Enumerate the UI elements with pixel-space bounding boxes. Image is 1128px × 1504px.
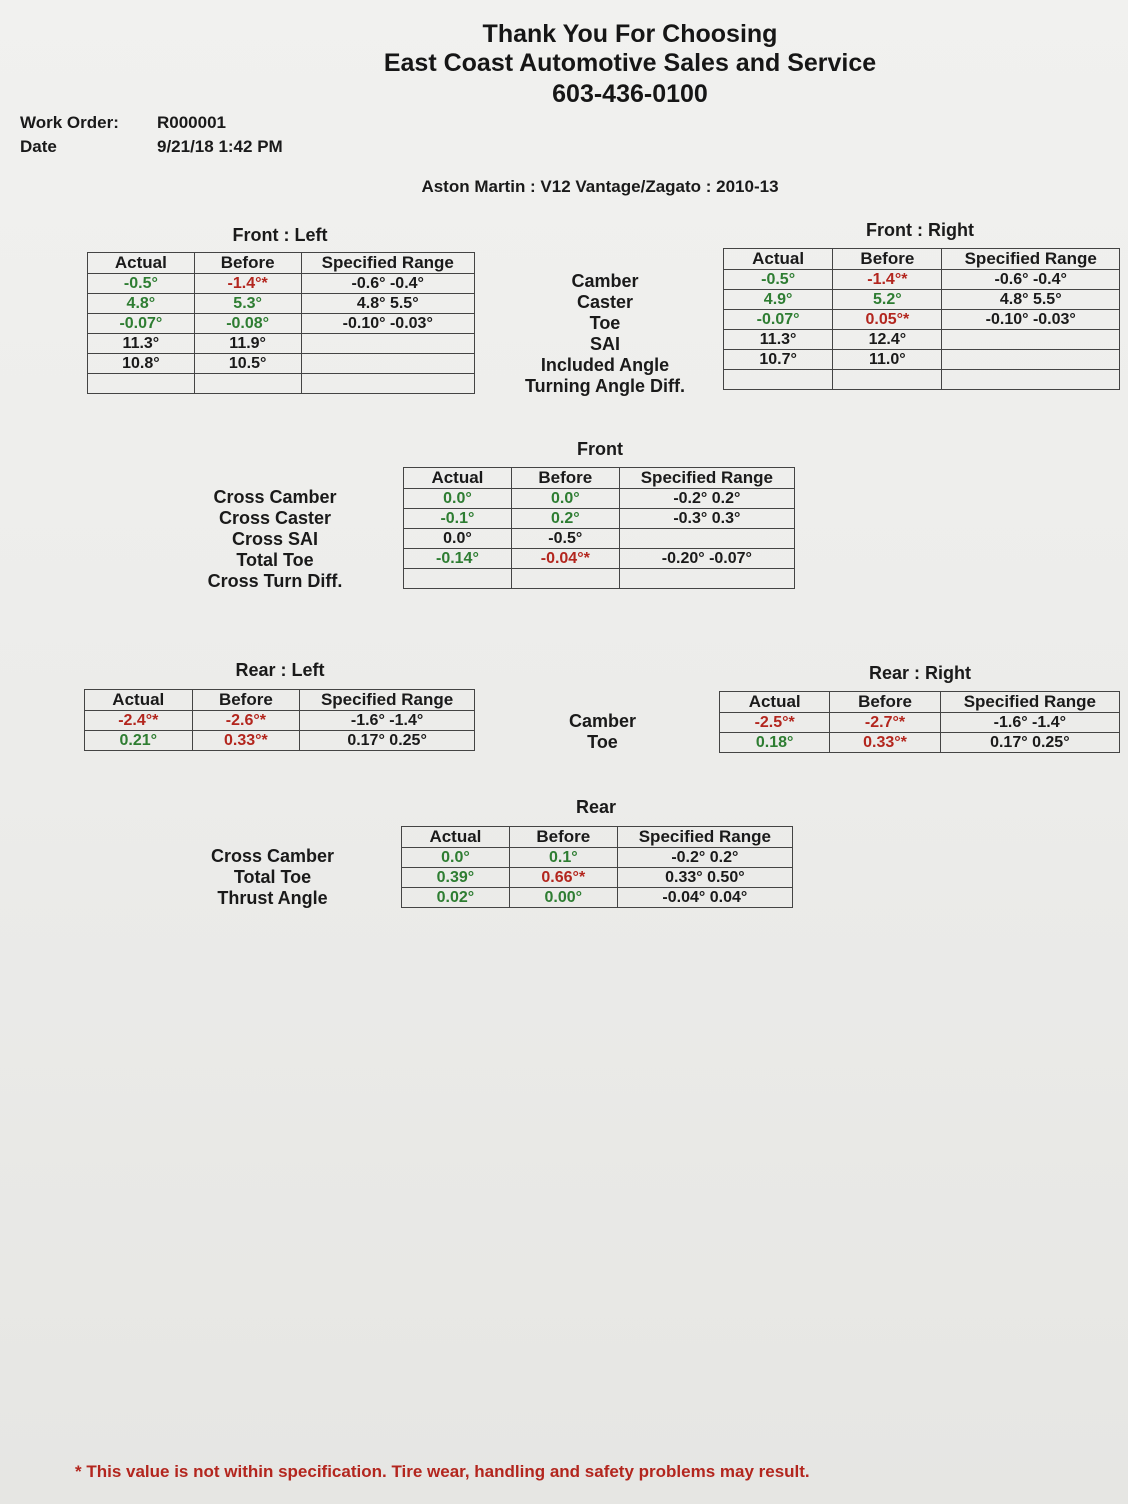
cell-range: -0.10° -0.03° [942,310,1120,330]
cell-actual: -0.07° [724,310,833,330]
front-right-title: Front : Right [866,220,974,240]
work-order-value: R000001 [157,113,227,132]
measurement-label: Cross Camber [213,487,337,507]
footer-warning: * This value is not within specification. Tire wear, handling and safety problems may result. [75,1462,810,1481]
cell-actual: 0.21° [85,731,193,751]
cell-range: -0.2° 0.2° [619,489,794,509]
column-header-range: Specified Range [301,253,475,274]
cell-range: -0.6° -0.4° [942,270,1120,290]
cell-before: 0.0° [511,489,619,509]
cell-before [511,569,619,589]
cell-range: -0.10° -0.03° [301,314,475,334]
measurement-label: Included Angle [540,355,670,375]
date-label: Date [20,137,57,156]
table-row [88,334,475,354]
cell-range: -0.3° 0.3° [619,509,794,529]
column-header-actual: Actual [720,692,830,713]
cell-actual [404,569,512,589]
measurement-label: Cross Camber [210,846,335,866]
cell-before: 10.5° [194,354,301,374]
table-row [88,374,475,394]
rear-right-table [719,691,1120,753]
measurement-label: Cross Turn Diff. [207,571,343,591]
header-thanks: Thank You For Choosing [482,20,778,48]
cell-before: 0.33°* [830,733,940,753]
cell-before: -0.04°* [511,549,619,569]
column-header-range: Specified Range [940,692,1119,713]
cell-range [942,330,1120,350]
column-header-actual: Actual [402,827,510,848]
front-left-table [87,252,475,394]
column-header-before: Before [830,692,940,713]
rear-left-table [84,689,475,751]
cell-actual: 11.3° [724,330,833,350]
cell-before: 0.05°* [833,310,942,330]
cell-actual: 10.7° [724,350,833,370]
cell-actual: 0.0° [404,529,512,549]
measurement-label: Total Toe [233,867,312,887]
column-header-before: Before [194,253,301,274]
cell-range: 4.8° 5.5° [301,294,475,314]
cell-actual: 11.3° [88,334,195,354]
cell-range: -0.6° -0.4° [301,274,475,294]
cell-before: -1.4°* [194,274,301,294]
table-row [724,310,1120,330]
cell-before [194,374,301,394]
measurement-label: Camber [568,711,637,731]
cell-before: -1.4°* [833,270,942,290]
cell-actual: 0.0° [402,848,510,868]
header-business-name: East Coast Automotive Sales and Service [383,49,877,77]
table-header-row [720,692,1120,713]
table-row [402,848,793,868]
table-row [88,274,475,294]
cell-range: -0.20° -0.07° [619,549,794,569]
work-order-label: Work Order: [20,113,119,132]
column-header-actual: Actual [85,690,193,711]
cell-actual [724,370,833,390]
cell-actual: 0.39° [402,868,510,888]
measurement-label: SAI [589,334,620,354]
measurement-label: Cross SAI [231,529,319,549]
rear-cross-table [401,826,793,908]
table-header-row [404,468,795,489]
cell-range: -0.04° 0.04° [617,888,792,908]
cell-before: 5.3° [194,294,301,314]
measurement-label: Total Toe [236,550,314,570]
cell-before: 11.0° [833,350,942,370]
column-header-before: Before [833,249,942,270]
cell-actual: 0.18° [720,733,830,753]
front-cross-title: Front [577,439,623,459]
table-header-row [85,690,475,711]
table-row [402,868,793,888]
cell-range: -1.6° -1.4° [300,711,475,731]
measurement-label: Toe [589,313,621,333]
column-header-range: Specified Range [942,249,1120,270]
column-header-before: Before [509,827,617,848]
cell-actual: -0.5° [724,270,833,290]
cell-range [942,350,1120,370]
column-header-range: Specified Range [617,827,792,848]
table-row [88,294,475,314]
cell-range [619,529,794,549]
cell-range [619,569,794,589]
cell-range [942,370,1120,390]
cell-actual: 0.0° [404,489,512,509]
rear-cross-title: Rear [575,797,617,817]
cell-before: 0.00° [509,888,617,908]
front-right-table [723,248,1120,390]
rear-right-title: Rear : Right [868,663,971,683]
cell-actual: -0.1° [404,509,512,529]
table-row [85,711,475,731]
cell-range: 0.17° 0.25° [300,731,475,751]
cell-before: 0.1° [509,848,617,868]
table-row [404,529,795,549]
column-header-before: Before [192,690,300,711]
table-row [724,330,1120,350]
cell-actual: 10.8° [88,354,195,374]
cell-actual: 4.9° [724,290,833,310]
table-row [720,733,1120,753]
cell-actual: -2.5°* [720,713,830,733]
cell-actual: 4.8° [88,294,195,314]
table-header-row [724,249,1120,270]
front-left-title: Front : Left [232,225,328,245]
cell-range [301,374,475,394]
column-header-range: Specified Range [300,690,475,711]
cell-actual: -0.14° [404,549,512,569]
table-row [85,731,475,751]
header-phone: 603-436-0100 [552,80,708,108]
table-header-row [402,827,793,848]
cell-range: 0.17° 0.25° [940,733,1119,753]
cell-actual: -2.4°* [85,711,193,731]
table-row [88,354,475,374]
date-value: 9/21/18 1:42 PM [157,137,283,156]
table-row [404,569,795,589]
cell-actual: -0.5° [88,274,195,294]
front-cross-labels [180,487,370,592]
measurement-label: Toe [587,732,618,752]
table-row [404,549,795,569]
table-row [724,370,1120,390]
cell-before: -0.08° [194,314,301,334]
cell-before: 5.2° [833,290,942,310]
cell-range: 4.8° 5.5° [942,290,1120,310]
cell-before: 11.9° [194,334,301,354]
table-row [724,270,1120,290]
cell-range: -0.2° 0.2° [617,848,792,868]
cell-before: -2.7°* [830,713,940,733]
cell-before: 0.2° [511,509,619,529]
front-cross-table [403,467,795,589]
cell-range [301,354,475,374]
cell-before: -2.6°* [192,711,300,731]
table-row [720,713,1120,733]
table-row [88,314,475,334]
column-header-actual: Actual [404,468,512,489]
column-header-actual: Actual [88,253,195,274]
cell-actual: -0.07° [88,314,195,334]
cell-actual: 0.02° [402,888,510,908]
measurement-label: Thrust Angle [217,888,328,908]
table-row [402,888,793,908]
measurement-label: Camber [571,271,639,291]
table-row [724,350,1120,370]
measurement-label: Turning Angle Diff. [525,376,685,396]
cell-actual [88,374,195,394]
cell-before: 0.33°* [192,731,300,751]
cell-range [301,334,475,354]
table-row [404,489,795,509]
rear-left-title: Rear : Left [235,660,325,680]
cell-before: -0.5° [511,529,619,549]
column-header-before: Before [511,468,619,489]
column-header-actual: Actual [724,249,833,270]
measurement-label: Caster [576,292,634,312]
measurement-label: Cross Caster [218,508,332,528]
column-header-range: Specified Range [619,468,794,489]
rear-cross-labels [180,846,365,909]
table-row [724,290,1120,310]
rear-measurement-labels [500,711,705,753]
vehicle-description: Aston Martin : V12 Vantage/Zagato : 2010-13 [421,177,779,196]
cell-before [833,370,942,390]
cell-before: 0.66°* [509,868,617,888]
cell-range: -1.6° -1.4° [940,713,1119,733]
cell-range: 0.33° 0.50° [617,868,792,888]
front-measurement-labels [500,271,710,397]
cell-before: 12.4° [833,330,942,350]
table-row [404,509,795,529]
table-header-row [88,253,475,274]
